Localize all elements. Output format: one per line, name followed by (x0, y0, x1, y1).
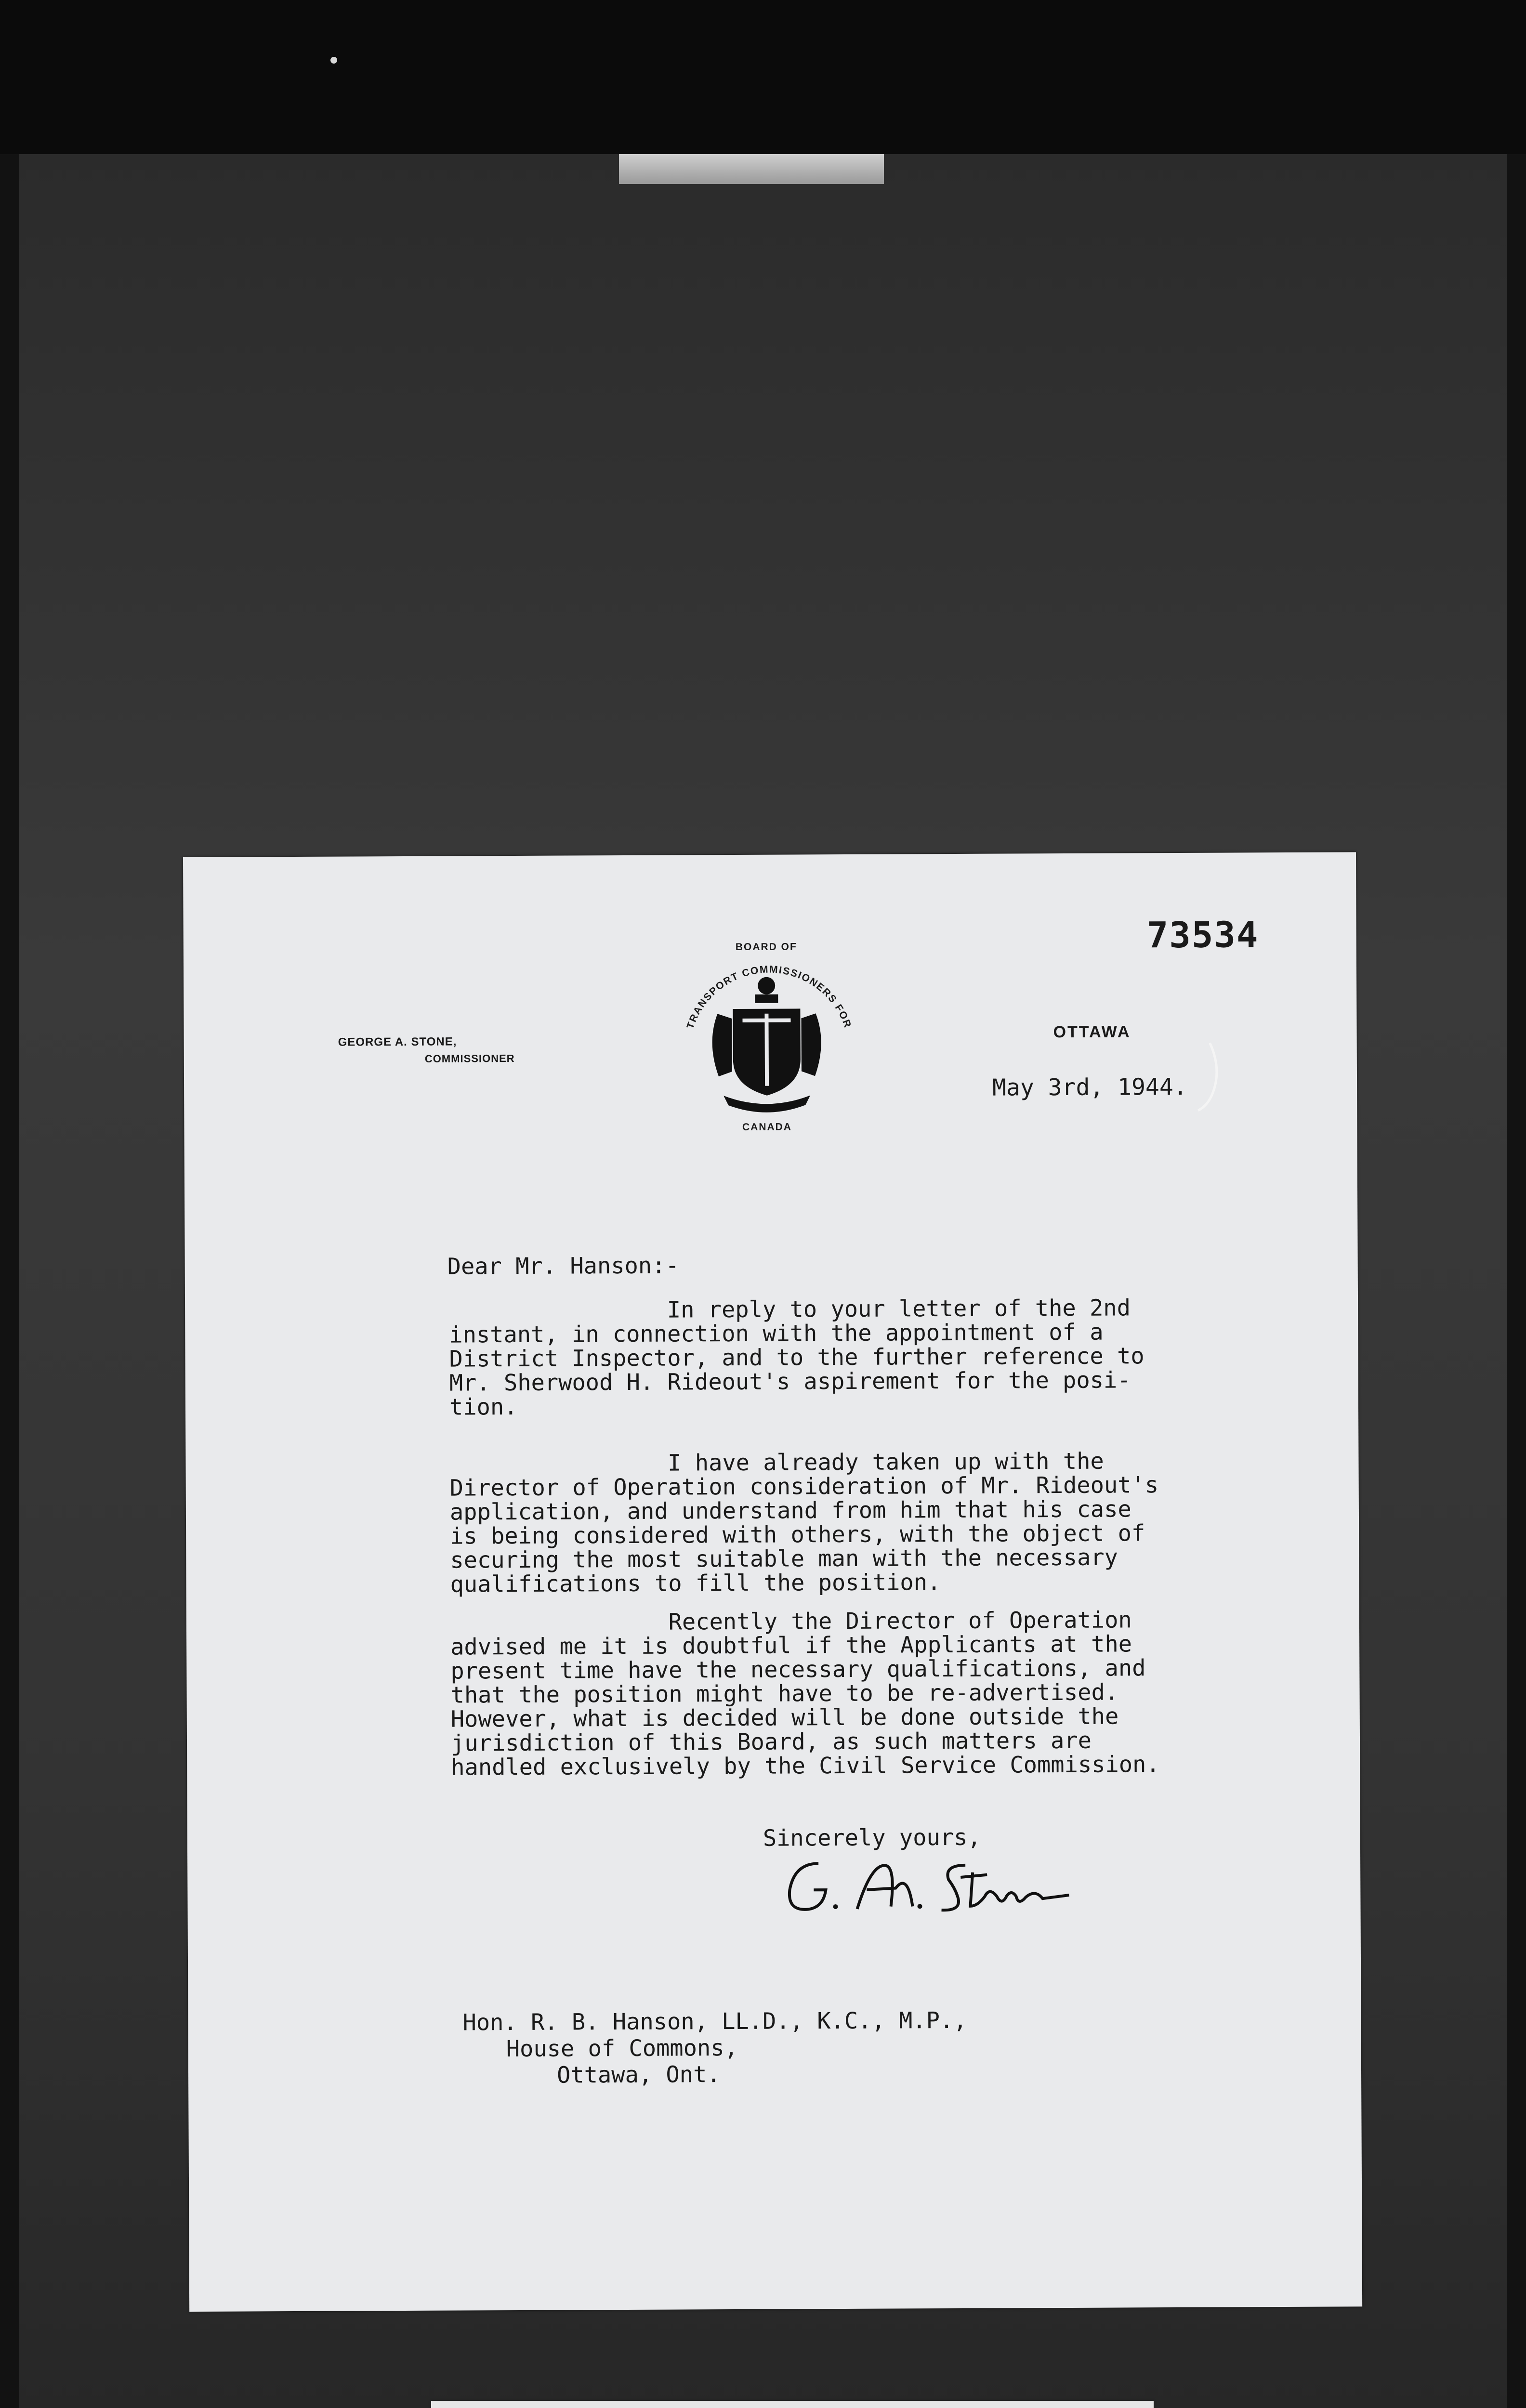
seal-bottom-text: CANADA (742, 1121, 792, 1133)
pencil-tick-mark (1196, 1041, 1225, 1113)
recipient-city: Ottawa, Ont. (556, 2061, 721, 2089)
letterhead-name: GEORGE A. STONE, (338, 1035, 457, 1049)
volume-label (431, 2401, 1154, 2408)
film-speck (330, 57, 337, 64)
film-left-edge (0, 154, 19, 2408)
film-right-edge (1507, 154, 1526, 2408)
salutation: Dear Mr. Hanson:- (447, 1252, 679, 1280)
seal-top-text: BOARD OF (735, 941, 797, 953)
letter-page (183, 852, 1362, 2312)
coat-of-arms-icon (712, 977, 821, 1112)
film-top-band (0, 0, 1526, 154)
seal-arc-text: TRANSPORT COMMISSIONERS FOR (684, 964, 854, 1031)
paragraph-1: In reply to your letter of the 2nd instant, in connection with the appointment of a District Inspector, and to the further reference to Mr. Sherwood H. Rideout's aspirement for the posi- tion. (448, 1295, 1144, 1421)
letterhead-title: COMMISSIONER (424, 1052, 515, 1065)
recipient-name: Hon. R. B. Hanson, LL.D., K.C., M.P., (462, 2007, 967, 2036)
handwritten-signature (775, 1843, 1074, 1926)
film-top-tab (619, 154, 884, 184)
paragraph-2: I have already taken up with the Director of Operation consideration of Mr. Rideout's application, and understand from him that his case is being considered with others, with the object of securing the most suitable man with the necessary qualifications to fill the position. (449, 1448, 1159, 1598)
coat-of-arms-seal (660, 922, 873, 1144)
letter-date: May 3rd, 1944. (992, 1073, 1187, 1101)
document-number: 73534 (1146, 914, 1259, 956)
letterhead-city: OTTAWA (1053, 1022, 1131, 1042)
closing: Sincerely yours, (763, 1824, 981, 1852)
paragraph-3: Recently the Director of Operation advised me it is doubtful if the Applicants at the present time have the necessary qualifications, and that the position might have to be re-advertised. However, what is decided will be done outside the jurisdiction of this Board, as such matters are handled exclusively by the Civil Service Commission. (450, 1607, 1160, 1781)
recipient-address-line: House of Commons, (506, 2034, 738, 2063)
